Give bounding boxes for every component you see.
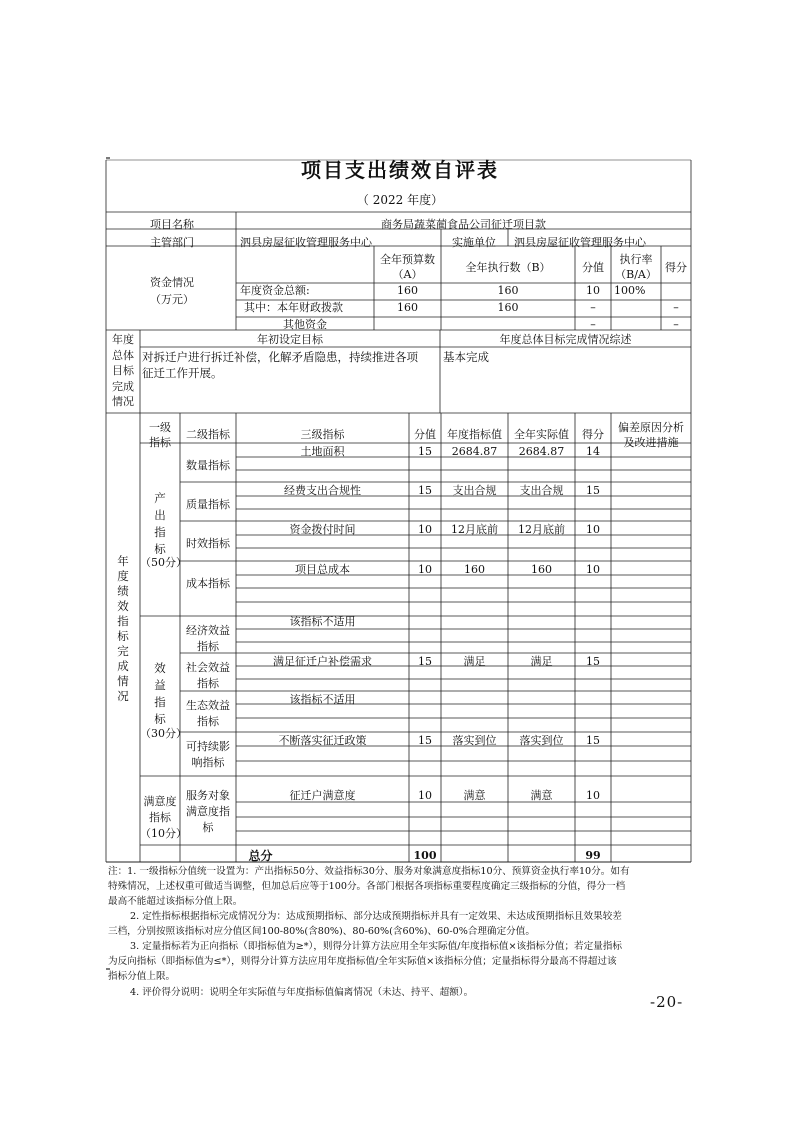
goal-summary-header: 年度总体目标完成情况综述 [499, 333, 632, 346]
satis-label-sub: 指标 [149, 811, 171, 824]
footnote-line: 三档，分别按照该指标对应分值区间100-80%(含80%)、80-60%(含60%)、60-0%合理确定分值。 [108, 926, 535, 937]
indicator-score: 10 [418, 789, 432, 802]
indicator-target: 支出合规 [452, 484, 497, 497]
goal-side-label: 情况 [112, 395, 134, 408]
indicator-score: 15 [418, 445, 432, 458]
satis-label: 满意度 [143, 795, 177, 808]
perf-side-label: 况 [117, 689, 129, 703]
l2-time: 时效指标 [186, 537, 230, 550]
dept-label: 主管部门 [150, 236, 194, 249]
page-title: 项目支出绩效自评表 [301, 158, 499, 182]
indicator-name: 满足征迁户补偿需求 [273, 655, 372, 668]
fund-row-score: 10 [586, 284, 600, 297]
fund-row-label: 年度资金总额: [240, 284, 310, 297]
satis-points: （10分） [140, 827, 187, 840]
l2-quantity: 数量指标 [186, 459, 230, 472]
indicator-got: 10 [586, 563, 600, 576]
l2-eco: 生态效益 [186, 699, 230, 712]
col-got: 得分 [665, 261, 687, 274]
fund-row-label: 其中：本年财政拨款 [244, 301, 343, 314]
indicator-name: 项目总成本 [295, 563, 350, 576]
hdr-l2: 二级指标 [186, 428, 230, 441]
perf-side-label: 完 [117, 644, 129, 658]
indicator-target: 12月底前 [451, 523, 498, 536]
project-name-value: 商务局蔬菜蔺食品公司征迁项目款 [381, 218, 546, 231]
effect-label: 标 [154, 712, 166, 726]
indicator-actual: 满足 [530, 655, 553, 668]
indicator-got: 15 [586, 655, 600, 668]
year-subtitle: （ 2022 年度） [356, 193, 444, 207]
l2-service-sub2: 标 [202, 821, 214, 834]
hdr-l3: 三级指标 [300, 428, 345, 441]
output-points: （50分） [140, 556, 187, 569]
goal-initial-text: 对拆迁户进行拆迁补偿，化解矛盾隐患，持续推进各项 [142, 350, 418, 364]
col-budget-sub: （A） [392, 268, 423, 281]
funds-unit: （万元） [150, 293, 194, 306]
footnote-line: 4. 评价得分说明：说明全年实际值与年度指标值偏离情况（未达、持平、超额）。 [130, 987, 474, 998]
dept-value: 泗县房屋征收管理服务中心 [240, 236, 372, 249]
indicator-got: 10 [586, 523, 600, 536]
total-label: 总分 [248, 849, 273, 863]
fund-row-exec: 160 [497, 301, 519, 314]
indicator-got: 15 [586, 734, 600, 747]
indicator-got: 15 [586, 484, 600, 497]
impl-value: 泗县房屋征收管理服务中心 [514, 236, 646, 249]
l2-service-sub: 满意度指 [186, 805, 230, 818]
fund-row-rate: 100% [614, 284, 646, 297]
footnote-line: 注：1. 一级指标分值统一设置为：产出指标50分、效益指标30分、服务对象满意度指标10分、预算资金执行率10分。如有 [108, 866, 630, 877]
indicator-name: 该指标不适用 [289, 615, 356, 628]
indicator-score: 10 [418, 523, 432, 536]
goal-initial-header: 年初设定目标 [257, 333, 323, 346]
goal-side-label: 年度 [112, 333, 134, 346]
goal-side-label: 目标 [112, 364, 134, 377]
output-label: 产 [154, 491, 166, 505]
footnote-line: 最高不能超过该指标分值上限。 [108, 896, 243, 907]
goal-summary-text: 基本完成 [443, 350, 489, 364]
goal-initial-text-cont: 征迁工作开展。 [142, 366, 223, 380]
fund-row-budget: 160 [397, 284, 418, 297]
output-label: 出 [154, 508, 166, 522]
output-label: 指 [154, 525, 166, 539]
fund-row-got: – [673, 301, 679, 314]
l2-sustain: 可持续影 [186, 740, 230, 753]
indicator-actual: 160 [531, 563, 552, 576]
perf-side-label: 效 [117, 599, 129, 613]
indicator-score: 15 [418, 655, 432, 668]
fund-row-score: – [590, 318, 596, 331]
indicator-target: 满足 [463, 655, 486, 668]
indicator-name: 该指标不适用 [289, 693, 356, 706]
l2-cost: 成本指标 [186, 577, 230, 590]
indicator-target: 2684.87 [451, 445, 498, 458]
hdr-target: 年度指标值 [447, 428, 502, 441]
fund-row-budget: 160 [397, 301, 418, 314]
goal-side-label: 总体 [112, 348, 134, 362]
l2-social-sub: 指标 [197, 677, 219, 690]
perf-side-label: 度 [117, 569, 129, 583]
effect-label: 指 [154, 695, 166, 709]
l2-econ: 经济效益 [186, 624, 230, 637]
fund-row-score: – [590, 301, 596, 314]
footnote-line: 指标分值上限。 [108, 971, 176, 982]
indicator-actual: 支出合规 [519, 484, 564, 497]
col-budget: 全年预算数 [380, 253, 435, 266]
col-score: 分值 [582, 261, 604, 274]
fund-row-label: 其他资金 [283, 318, 327, 331]
indicator-target: 落实到位 [452, 734, 497, 747]
total-score: 100 [413, 849, 437, 862]
footnote-line: 为反向指标（即指标值为≤*），则得分计算方法应用年度指标值/全年实际值×该指标分值；定量指标得分最高不得超过该 [108, 956, 617, 967]
indicator-name: 经费支出合规性 [284, 484, 361, 497]
indicator-actual: 满意 [530, 789, 553, 802]
indicator-score: 10 [418, 563, 432, 576]
total-got: 99 [585, 849, 601, 862]
perf-side-label: 指 [117, 614, 129, 628]
perf-side-label: 情 [117, 674, 129, 688]
perf-side-label: 年 [117, 554, 129, 568]
indicator-actual: 12月底前 [518, 523, 565, 536]
hdr-l1-sub: 指标 [149, 436, 171, 449]
indicator-name: 资金拨付时间 [289, 523, 356, 536]
project-name-label: 项目名称 [150, 218, 194, 231]
indicator-got: 10 [586, 789, 600, 802]
indicator-target: 满意 [463, 789, 486, 802]
col-rate-sub: （B/A） [615, 268, 657, 281]
effect-points: （30分） [140, 727, 187, 740]
page-number: -20- [650, 993, 684, 1011]
hdr-got: 得分 [582, 428, 604, 441]
hdr-reason-sub: 及改进措施 [623, 436, 679, 449]
indicator-score: 15 [418, 484, 432, 497]
hdr-actual: 全年实际值 [514, 428, 569, 441]
col-exec: 全年执行数（B） [465, 261, 551, 274]
col-rate: 执行率 [619, 253, 653, 266]
hdr-reason: 偏差原因分析 [618, 421, 684, 434]
indicator-name: 征迁户满意度 [289, 789, 356, 802]
perf-side-label: 成 [117, 659, 129, 673]
effect-label: 效 [154, 661, 166, 675]
footnote-line: 特殊情况，上述权重可做适当调整，但加总后应等于100分。各部门根据各项指标重要程度确定三级指标的分值，得分一档 [108, 881, 626, 892]
l2-quality: 质量指标 [186, 498, 230, 511]
hdr-l1: 一级 [149, 421, 171, 434]
indicator-target: 160 [464, 563, 485, 576]
indicator-name: 不断落实征迁政策 [278, 734, 367, 747]
indicator-got: 14 [586, 445, 600, 458]
l2-eco-sub: 指标 [197, 715, 219, 728]
output-label: 标 [154, 542, 166, 556]
perf-side-label: 绩 [117, 584, 129, 598]
l2-social: 社会效益 [186, 661, 230, 674]
fund-row-exec: 160 [497, 284, 519, 297]
footnote-line: 2. 定性指标根据指标完成情况分为：达成预期指标、部分达成预期指标并具有一定效果、未达成预期指标且效果较差 [130, 911, 622, 922]
indicator-score: 15 [418, 734, 432, 747]
funds-label: 资金情况 [150, 276, 194, 289]
indicator-actual: 2684.87 [518, 445, 565, 458]
l2-sustain-sub: 响指标 [191, 756, 225, 769]
goal-side-label: 完成 [112, 379, 134, 393]
indicator-name: 土地面积 [300, 445, 345, 458]
l2-econ-sub: 指标 [197, 640, 219, 653]
l2-service: 服务对象 [186, 789, 230, 802]
hdr-score: 分值 [414, 428, 436, 441]
perf-side-label: 标 [117, 629, 129, 643]
fund-row-got: – [673, 318, 679, 331]
indicator-actual: 落实到位 [519, 734, 564, 747]
effect-label: 益 [154, 678, 166, 692]
impl-label: 实施单位 [452, 236, 496, 249]
footnote-line: 3. 定量指标若为正向指标（即指标值为≥*），则得分计算方法应用全年实际值/年度指标值×该指标分值；若定量指标 [130, 941, 623, 952]
